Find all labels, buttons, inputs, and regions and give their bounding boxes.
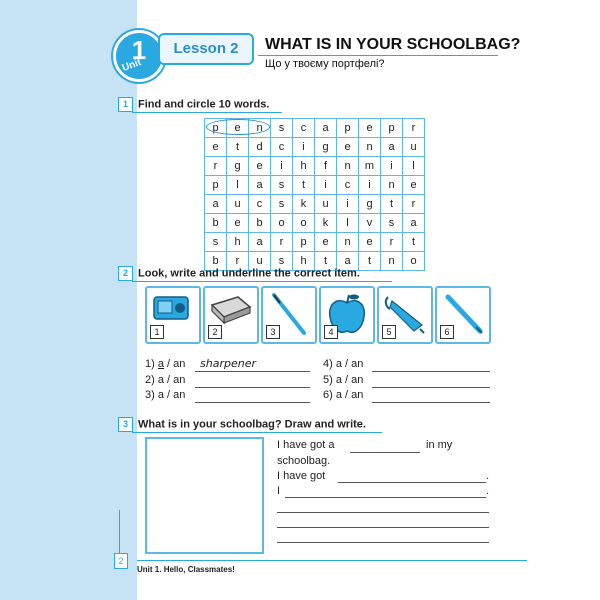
footer-unit-label: Unit 1.: [137, 565, 162, 574]
grid-letter[interactable]: l: [337, 214, 359, 233]
grid-letter[interactable]: e: [315, 233, 337, 252]
grid-letter[interactable]: i: [337, 195, 359, 214]
footer-unit-name: Hello, Classmates!: [163, 565, 235, 574]
grid-letter[interactable]: e: [337, 138, 359, 157]
picture-card-brush: [261, 286, 317, 344]
page-number-line: [119, 510, 120, 554]
grid-row: [205, 157, 425, 176]
answer-5: [323, 374, 363, 386]
write-line-4-end: .: [486, 485, 490, 497]
answer-3-label: 3): [145, 389, 155, 401]
write-line-5-blank[interactable]: [277, 512, 489, 513]
grid-letter[interactable]: s: [381, 214, 403, 233]
grid-letter[interactable]: c: [337, 176, 359, 195]
grid-letter[interactable]: r: [403, 195, 425, 214]
grid-letter[interactable]: p: [205, 176, 227, 195]
write-line-1-end: in my: [426, 439, 453, 451]
grid-letter[interactable]: u: [315, 195, 337, 214]
answer-1-blank[interactable]: [195, 371, 310, 372]
grid-letter[interactable]: e: [249, 157, 271, 176]
grid-letter[interactable]: r: [205, 157, 227, 176]
task-2-instruction: Look, write and underline the correct item.: [138, 267, 360, 280]
answer-3: [145, 389, 185, 401]
write-line-4-blank[interactable]: [285, 497, 486, 498]
grid-letter[interactable]: l: [403, 157, 425, 176]
answer-1-word: sharpener: [200, 357, 256, 370]
grid-letter[interactable]: f: [315, 157, 337, 176]
grid-letter[interactable]: u: [227, 195, 249, 214]
picture-card-eraser: [203, 286, 259, 344]
grid-letter[interactable]: r: [227, 252, 249, 271]
task-1-instruction: Find and circle 10 words.: [138, 98, 270, 111]
grid-letter[interactable]: s: [271, 195, 293, 214]
grid-letter[interactable]: e: [403, 176, 425, 195]
answer-6-choice: a / an: [335, 389, 364, 401]
grid-letter[interactable]: e: [359, 119, 381, 138]
grid-letter[interactable]: c: [293, 119, 315, 138]
grid-letter[interactable]: d: [249, 138, 271, 157]
grid-letter[interactable]: i: [271, 157, 293, 176]
grid-letter[interactable]: i: [293, 138, 315, 157]
grid-letter[interactable]: n: [381, 252, 403, 271]
answer-6-blank[interactable]: [372, 402, 490, 403]
answer-2: [145, 374, 185, 386]
write-line-3-end: .: [486, 470, 490, 482]
grid-letter[interactable]: b: [205, 252, 227, 271]
page-title: WHAT IS IN YOUR SCHOOLBAG?: [265, 36, 521, 53]
task-3-instruction: What is in your schoolbag? Draw and write.: [138, 418, 366, 431]
grid-letter[interactable]: e: [227, 119, 249, 138]
picture-card-sharpener: [145, 286, 201, 344]
grid-letter[interactable]: s: [271, 176, 293, 195]
eraser-icon: [208, 291, 254, 325]
card-number: 5: [382, 325, 396, 339]
answer-1: [145, 358, 185, 370]
grid-row: [205, 176, 425, 195]
answer-4: [323, 358, 363, 370]
title-divider: [258, 55, 498, 56]
page-subtitle: Що у твоєму портфелі?: [265, 58, 385, 70]
grid-letter[interactable]: s: [271, 119, 293, 138]
task-3-number: 3: [118, 417, 133, 432]
grid-letter[interactable]: h: [293, 252, 315, 271]
grid-letter[interactable]: s: [271, 252, 293, 271]
grid-letter[interactable]: o: [271, 214, 293, 233]
grid-letter[interactable]: o: [293, 214, 315, 233]
grid-row: [205, 138, 425, 157]
grid-letter[interactable]: n: [249, 119, 271, 138]
write-line-1-blank[interactable]: [350, 452, 420, 453]
grid-letter[interactable]: a: [205, 195, 227, 214]
write-line-3-start: I have got: [277, 470, 326, 482]
answer-1-label: 1): [145, 358, 155, 370]
grid-letter[interactable]: n: [337, 233, 359, 252]
grid-letter[interactable]: n: [359, 138, 381, 157]
grid-row: [205, 214, 425, 233]
grid-letter[interactable]: b: [249, 214, 271, 233]
grid-letter[interactable]: p: [293, 233, 315, 252]
answer-4-choice: a / an: [335, 358, 364, 370]
task-1-underline: [132, 112, 282, 113]
page-number: 2: [114, 553, 128, 569]
answer-1-article: a: [157, 358, 164, 370]
grid-letter[interactable]: g: [227, 157, 249, 176]
grid-letter[interactable]: h: [227, 233, 249, 252]
answer-6: [323, 389, 363, 401]
grid-letter[interactable]: k: [293, 195, 315, 214]
answer-5-label: 5): [323, 374, 333, 386]
grid-letter[interactable]: p: [337, 119, 359, 138]
grid-letter[interactable]: a: [403, 214, 425, 233]
write-line-4-start: I: [277, 485, 281, 497]
lesson-label: Lesson 2: [158, 33, 254, 65]
grid-letter[interactable]: e: [359, 233, 381, 252]
grid-letter[interactable]: p: [381, 119, 403, 138]
answer-5-blank[interactable]: [372, 387, 490, 388]
picture-card-umbrella: [377, 286, 433, 344]
card-number: 6: [440, 325, 454, 339]
grid-letter[interactable]: a: [337, 252, 359, 271]
task-2-underline: [132, 281, 392, 282]
footer-unit-title: [137, 565, 235, 574]
grid-letter[interactable]: p: [205, 119, 227, 138]
grid-letter[interactable]: c: [249, 195, 271, 214]
grid-letter[interactable]: t: [315, 252, 337, 271]
grid-letter[interactable]: u: [403, 138, 425, 157]
write-line-7-blank[interactable]: [277, 542, 489, 543]
card-number: 1: [150, 325, 164, 339]
grid-letter[interactable]: e: [205, 138, 227, 157]
unit-number: 1: [131, 35, 147, 65]
grid-letter[interactable]: r: [271, 233, 293, 252]
grid-letter[interactable]: t: [403, 233, 425, 252]
task-2-number: 2: [118, 266, 133, 281]
word-search-grid: [204, 118, 425, 271]
answer-4-blank[interactable]: [372, 371, 490, 372]
grid-letter[interactable]: h: [293, 157, 315, 176]
grid-letter[interactable]: t: [227, 138, 249, 157]
grid-letter[interactable]: e: [227, 214, 249, 233]
circled-word-pen: [206, 119, 270, 135]
grid-letter[interactable]: a: [249, 233, 271, 252]
answer-4-label: 4): [323, 358, 333, 370]
grid-letter[interactable]: s: [205, 233, 227, 252]
write-line-3-blank[interactable]: [338, 482, 486, 483]
grid-letter[interactable]: g: [315, 138, 337, 157]
picture-card-apple: [319, 286, 375, 344]
task-1-heading: [118, 97, 269, 112]
answer-2-label: 2): [145, 374, 155, 386]
grid-letter[interactable]: l: [227, 176, 249, 195]
answer-2-blank[interactable]: [195, 387, 310, 388]
answer-6-label: 6): [323, 389, 333, 401]
grid-letter[interactable]: b: [205, 214, 227, 233]
write-line-2: schoolbag.: [277, 455, 331, 467]
grid-letter[interactable]: o: [403, 252, 425, 271]
grid-letter[interactable]: i: [315, 176, 337, 195]
answer-2-choice: a / an: [157, 374, 186, 386]
card-number: 2: [208, 325, 222, 339]
grid-letter[interactable]: g: [359, 195, 381, 214]
grid-letter[interactable]: i: [381, 157, 403, 176]
write-line-6-blank[interactable]: [277, 527, 489, 528]
grid-letter[interactable]: u: [249, 252, 271, 271]
grid-letter[interactable]: a: [249, 176, 271, 195]
footer-divider: [137, 560, 527, 561]
grid-letter[interactable]: a: [315, 119, 337, 138]
answer-1-choice: / an: [163, 358, 186, 370]
grid-row: [205, 233, 425, 252]
write-line-1-start: I have got a: [277, 439, 335, 451]
grid-letter[interactable]: c: [271, 138, 293, 157]
side-band: [0, 0, 137, 600]
unit-word: Unit: [120, 57, 143, 74]
grid-letter[interactable]: k: [315, 214, 337, 233]
answer-3-choice: a / an: [157, 389, 186, 401]
grid-letter[interactable]: n: [337, 157, 359, 176]
answer-1-filled: [200, 357, 256, 370]
grid-letter[interactable]: t: [359, 252, 381, 271]
grid-letter[interactable]: v: [359, 214, 381, 233]
grid-letter[interactable]: a: [381, 138, 403, 157]
answer-3-blank[interactable]: [195, 402, 310, 403]
task-1-number: 1: [118, 97, 133, 112]
grid-letter[interactable]: m: [359, 157, 381, 176]
grid-letter[interactable]: t: [381, 195, 403, 214]
grid-letter[interactable]: n: [381, 176, 403, 195]
task-3-heading: [118, 417, 366, 432]
card-number: 3: [266, 325, 280, 339]
grid-row: [205, 195, 425, 214]
grid-letter[interactable]: t: [293, 176, 315, 195]
picture-card-pen: [435, 286, 491, 344]
answer-5-choice: a / an: [335, 374, 364, 386]
grid-letter[interactable]: r: [381, 233, 403, 252]
drawing-box[interactable]: [145, 437, 264, 554]
card-number: 4: [324, 325, 338, 339]
grid-letter[interactable]: i: [359, 176, 381, 195]
sharpener-icon: [150, 291, 196, 325]
grid-letter[interactable]: r: [403, 119, 425, 138]
task-2-heading: [118, 266, 360, 281]
task-3-underline: [132, 432, 382, 433]
